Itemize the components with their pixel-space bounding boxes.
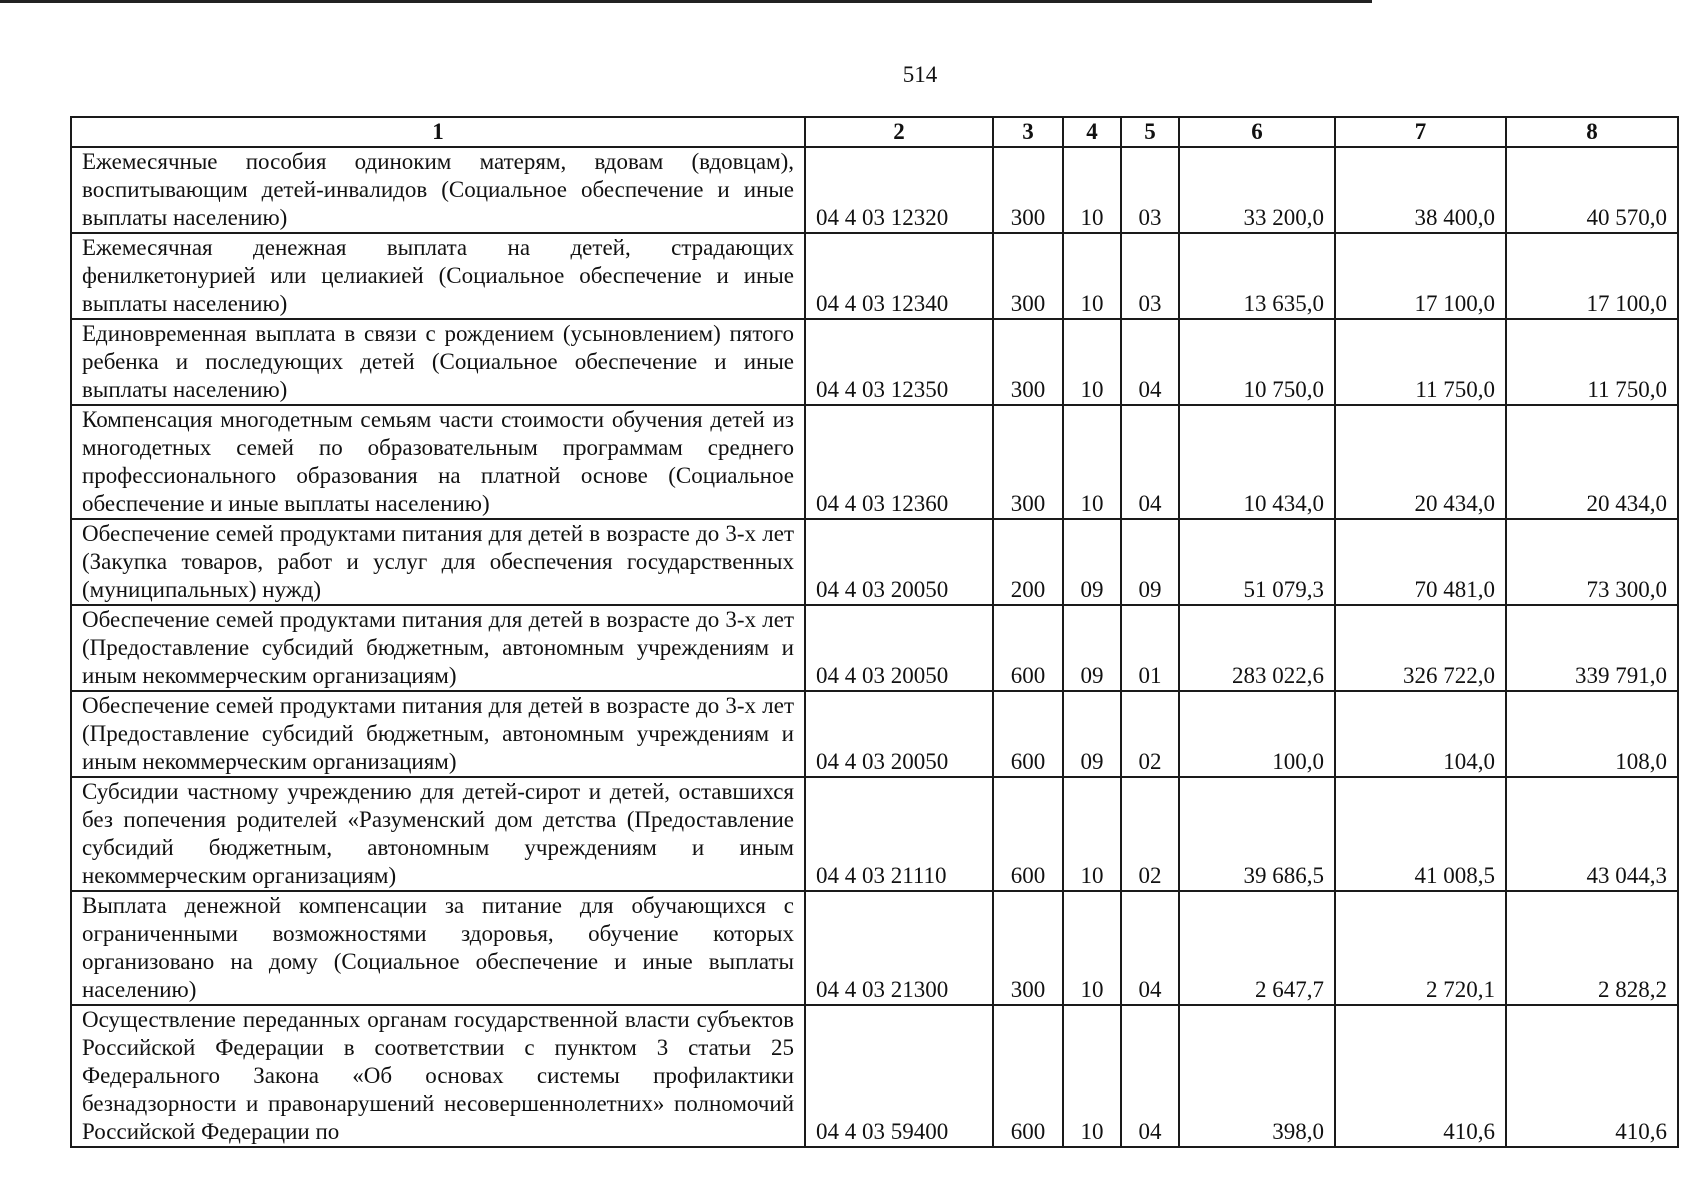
row-expense-type: 300 (993, 319, 1063, 405)
row-amount-col7: 2 720,1 (1335, 891, 1506, 1005)
row-amount-col6: 13 635,0 (1179, 233, 1335, 319)
row-amount-col6: 33 200,0 (1179, 147, 1335, 233)
row-amount-col8: 339 791,0 (1506, 605, 1678, 691)
row-amount-col8: 410,6 (1506, 1005, 1678, 1147)
row-expense-type: 200 (993, 519, 1063, 605)
row-amount-col6: 283 022,6 (1179, 605, 1335, 691)
row-subsection: 09 (1121, 519, 1179, 605)
row-amount-col7: 11 750,0 (1335, 319, 1506, 405)
row-expense-type: 600 (993, 777, 1063, 891)
row-section: 10 (1063, 1005, 1121, 1147)
row-code: 04 4 03 20050 (805, 519, 993, 605)
row-section: 10 (1063, 405, 1121, 519)
row-description: Обеспечение семей продуктами питания для детей в возрасте до 3-х лет (Закупка товаров, работ и услуг для обеспечения государственных (муниципальных) нужд) (71, 519, 805, 605)
row-amount-col7: 104,0 (1335, 691, 1506, 777)
row-description: Ежемесячные пособия одиноким матерям, вдовам (вдовцам), воспитывающим детей-инвалидов (Социальное обеспечение и иные выплаты населению) (71, 147, 805, 233)
row-amount-col6: 39 686,5 (1179, 777, 1335, 891)
row-code: 04 4 03 12320 (805, 147, 993, 233)
row-subsection: 04 (1121, 319, 1179, 405)
header-col-1: 1 (71, 117, 805, 147)
header-col-3: 3 (993, 117, 1063, 147)
page-number: 514 (902, 62, 938, 87)
row-expense-type: 600 (993, 1005, 1063, 1147)
table-row (71, 691, 1678, 777)
row-amount-col7: 41 008,5 (1335, 777, 1506, 891)
row-description: Единовременная выплата в связи с рождением (усыновлением) пятого ребенка и последующих детей (Социальное обеспечение и иные выплаты населению) (71, 319, 805, 405)
row-subsection: 03 (1121, 233, 1179, 319)
row-expense-type: 300 (993, 405, 1063, 519)
row-section: 09 (1063, 519, 1121, 605)
row-amount-col8: 20 434,0 (1506, 405, 1678, 519)
table-row (71, 147, 1678, 233)
row-section: 10 (1063, 147, 1121, 233)
row-expense-type: 300 (993, 233, 1063, 319)
row-amount-col8: 108,0 (1506, 691, 1678, 777)
row-section: 10 (1063, 777, 1121, 891)
row-subsection: 04 (1121, 405, 1179, 519)
row-description: Выплата денежной компенсации за питание для обучающихся с ограниченными возможностями здоровья, обучение которых организовано на дому (Социальное обеспечение и иные выплаты населению) (71, 891, 805, 1005)
row-section: 10 (1063, 319, 1121, 405)
row-description: Осуществление переданных органам государственной власти субъектов Российской Федерации в соответствии с пунктом 3 статьи 25 Федерального Закона «Об основах системы профилактики безнадзорности и правонарушений несовершеннолетних» полномочий Российской Федерации по (71, 1005, 805, 1147)
row-amount-col8: 73 300,0 (1506, 519, 1678, 605)
row-code: 04 4 03 20050 (805, 691, 993, 777)
top-edge-rule (0, 0, 1372, 3)
row-subsection: 01 (1121, 605, 1179, 691)
row-amount-col6: 398,0 (1179, 1005, 1335, 1147)
row-code: 04 4 03 12350 (805, 319, 993, 405)
row-section: 10 (1063, 891, 1121, 1005)
row-subsection: 04 (1121, 891, 1179, 1005)
header-col-7: 7 (1335, 117, 1506, 147)
header-col-6: 6 (1179, 117, 1335, 147)
row-description: Субсидии частному учреждению для детей-сирот и детей, оставшихся без попечения родителей «Разуменский дом детства (Предоставление субсидий бюджетным, автономным учреждениям и иным некоммерческим организациям) (71, 777, 805, 891)
row-amount-col7: 17 100,0 (1335, 233, 1506, 319)
row-amount-col8: 2 828,2 (1506, 891, 1678, 1005)
row-amount-col6: 100,0 (1179, 691, 1335, 777)
row-expense-type: 300 (993, 147, 1063, 233)
header-col-5: 5 (1121, 117, 1179, 147)
row-description: Обеспечение семей продуктами питания для детей в возрасте до 3-х лет (Предоставление субсидий бюджетным, автономным учреждениям и иным некоммерческим организациям) (71, 605, 805, 691)
table-row (71, 777, 1678, 891)
table-row (71, 1005, 1678, 1147)
row-amount-col6: 10 750,0 (1179, 319, 1335, 405)
row-amount-col7: 70 481,0 (1335, 519, 1506, 605)
header-col-2: 2 (805, 117, 993, 147)
row-amount-col8: 40 570,0 (1506, 147, 1678, 233)
budget-table (70, 116, 1679, 1148)
row-subsection: 04 (1121, 1005, 1179, 1147)
row-subsection: 02 (1121, 777, 1179, 891)
row-amount-col8: 43 044,3 (1506, 777, 1678, 891)
row-description: Компенсация многодетным семьям части стоимости обучения детей из многодетных семей по образовательным программам среднего профессионального образования на платной основе (Социальное обеспечение и иные выплаты населению) (71, 405, 805, 519)
row-expense-type: 600 (993, 691, 1063, 777)
table-row (71, 891, 1678, 1005)
header-col-8: 8 (1506, 117, 1678, 147)
table-row (71, 233, 1678, 319)
row-amount-col6: 2 647,7 (1179, 891, 1335, 1005)
row-section: 09 (1063, 691, 1121, 777)
row-amount-col6: 10 434,0 (1179, 405, 1335, 519)
row-section: 09 (1063, 605, 1121, 691)
row-subsection: 02 (1121, 691, 1179, 777)
row-code: 04 4 03 21110 (805, 777, 993, 891)
row-subsection: 03 (1121, 147, 1179, 233)
row-code: 04 4 03 20050 (805, 605, 993, 691)
table-row (71, 319, 1678, 405)
row-code: 04 4 03 12360 (805, 405, 993, 519)
row-amount-col7: 410,6 (1335, 1005, 1506, 1147)
table-row (71, 405, 1678, 519)
row-amount-col7: 326 722,0 (1335, 605, 1506, 691)
row-description: Ежемесячная денежная выплата на детей, страдающих фенилкетонурией или целиакией (Социальное обеспечение и иные выплаты населению) (71, 233, 805, 319)
table-row (71, 519, 1678, 605)
row-expense-type: 600 (993, 605, 1063, 691)
row-code: 04 4 03 21300 (805, 891, 993, 1005)
row-amount-col8: 17 100,0 (1506, 233, 1678, 319)
row-amount-col7: 38 400,0 (1335, 147, 1506, 233)
table-row (71, 605, 1678, 691)
row-description: Обеспечение семей продуктами питания для детей в возрасте до 3-х лет (Предоставление субсидий бюджетным, автономным учреждениям и иным некоммерческим организациям) (71, 691, 805, 777)
row-code: 04 4 03 59400 (805, 1005, 993, 1147)
table-body (71, 147, 1678, 1147)
row-amount-col6: 51 079,3 (1179, 519, 1335, 605)
row-expense-type: 300 (993, 891, 1063, 1005)
header-col-4: 4 (1063, 117, 1121, 147)
row-amount-col8: 11 750,0 (1506, 319, 1678, 405)
row-amount-col7: 20 434,0 (1335, 405, 1506, 519)
header-row (71, 117, 1678, 147)
row-section: 10 (1063, 233, 1121, 319)
row-code: 04 4 03 12340 (805, 233, 993, 319)
